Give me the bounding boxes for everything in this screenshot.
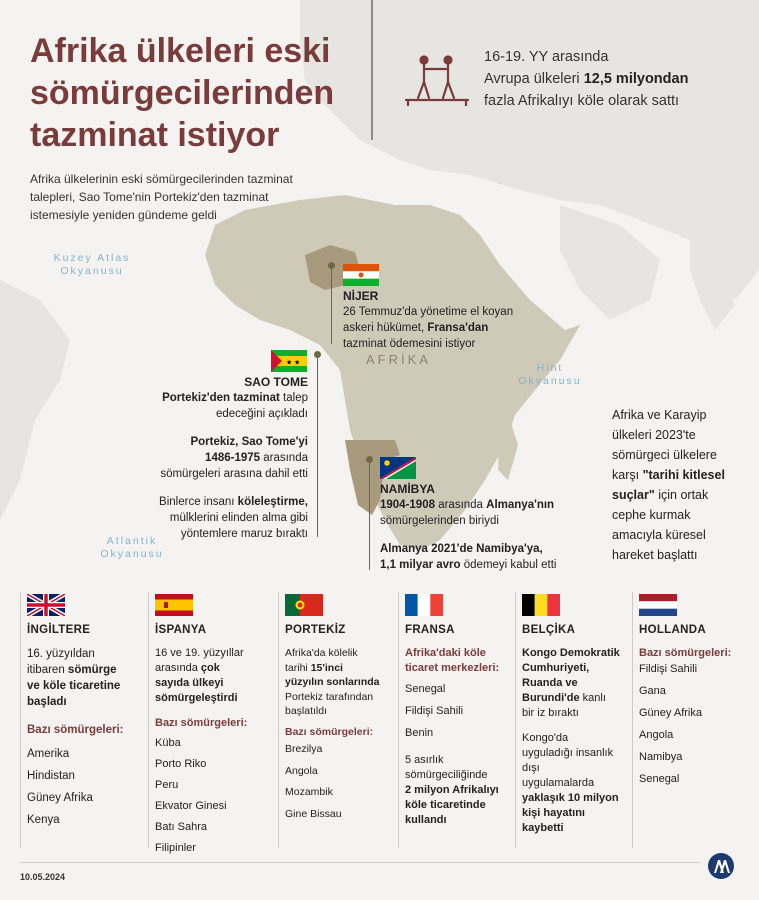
sao-tome-rest: Binlerce insanı (159, 496, 238, 508)
note-bold: kullandı (405, 814, 447, 826)
colony-name: Güney Afrika (27, 792, 93, 804)
trade-centers-heading: Afrika'daki köle (405, 647, 486, 659)
column-netherlands (632, 592, 745, 848)
namibia-info (380, 481, 590, 573)
list-item (405, 726, 515, 741)
namibia-name: NAMİBYA (380, 482, 435, 496)
body-line (522, 676, 634, 691)
sao-tome-line: mülklerini elinden alma gibi (169, 512, 308, 524)
namibia-leader (369, 462, 370, 570)
colonies-list (27, 746, 137, 828)
intro-line (155, 661, 270, 676)
slave-trade-icon (404, 52, 470, 106)
list-item (285, 807, 397, 822)
intro-bold: sayıda ülkeyi (155, 677, 224, 689)
list-item (155, 757, 270, 772)
sao-tome-line: sömürgeleri arasına dahil etti (160, 468, 308, 480)
list-item (155, 820, 270, 835)
portugal-flag (285, 594, 323, 616)
colony-name: Porto Riko (155, 758, 207, 770)
svg-text:★: ★ (294, 359, 301, 367)
niger-line-pre: askeri hükümet, (343, 322, 428, 334)
slave-trade-line3: fazla Afrikalıyı köle olarak sattı (484, 93, 680, 109)
colonies-heading: Bazı sömürgeleri: (27, 724, 124, 736)
sao-tome-flag (271, 350, 307, 372)
column-divider (148, 592, 149, 848)
body-bold: Burundi'de (522, 692, 580, 704)
sao-tome-line (130, 390, 308, 406)
note-line (405, 813, 515, 828)
column-belgium (515, 592, 632, 848)
intro-line (155, 691, 270, 706)
note-bold: 2 milyon Afrikalıyı (405, 784, 499, 796)
body-plain: kanlı (579, 692, 606, 704)
sao-tome-leader (317, 357, 318, 537)
country-name: FRANSA (405, 624, 455, 636)
body-line: uyguladığı insanlık (522, 747, 614, 759)
colony-name: Gana (639, 685, 666, 697)
colony-name: Küba (155, 737, 181, 749)
note-bold: köle ticaretinde (405, 799, 486, 811)
aa-logo-icon (707, 852, 735, 880)
niger-leader (331, 268, 332, 344)
colony-name: Brezilya (285, 743, 323, 755)
intro-line (285, 661, 397, 676)
note-line: amacıyla küresel (612, 528, 706, 542)
intro-line (27, 694, 137, 710)
sao-tome-name: SAO TOME (244, 375, 308, 389)
intro-plain: arasında (155, 662, 201, 674)
intro-bold: 15'inci (310, 661, 343, 674)
note-line: cephe kurmak (612, 508, 691, 522)
colony-name: Gine Bissau (285, 807, 342, 820)
country-name: İNGİLTERE (27, 624, 91, 636)
colony-name: Kenya (27, 814, 60, 826)
intro-line: 16. yüzyıldan (27, 648, 95, 660)
note-line (612, 465, 742, 485)
niger-line: tazminat ödemesini istiyor (343, 338, 476, 350)
list-item (285, 785, 397, 800)
namibia-line (380, 557, 590, 573)
svg-text:★: ★ (286, 359, 293, 367)
intro-bold: başladı (27, 696, 67, 708)
list-item (27, 746, 137, 762)
niger-info (343, 288, 543, 352)
list-item (639, 706, 744, 721)
center-name: Benin (405, 727, 434, 739)
intro-bold: çok (200, 662, 220, 674)
note-pre: karşı (612, 468, 643, 482)
note-line: sömürgeci ülkelere (612, 448, 717, 462)
trade-centers-heading: ticaret merkezleri: (405, 662, 500, 674)
sao-tome-bold: Portekiz'den tazminat (162, 392, 280, 404)
colony-name: Ekvator Ginesi (155, 800, 227, 812)
sao-tome-rest: arasında (260, 452, 308, 464)
center-name: Senegal (405, 683, 446, 695)
body-line (522, 806, 634, 821)
intro-line: Afrika'da kölelik (285, 647, 358, 659)
niger-line (343, 320, 543, 336)
namibia-bold: 1,1 milyar avro (380, 559, 461, 571)
body-line: bir iz bıraktı (522, 707, 579, 719)
slave-trade-line2 (484, 68, 744, 90)
slave-trade-number: 12,5 milyondan (583, 71, 689, 87)
body-line: dışı (522, 762, 540, 774)
intro-line (27, 662, 137, 678)
intro-bold: ve köle ticaretine (27, 680, 121, 692)
note-line: ülkeleri 2023'te (612, 428, 696, 442)
belgium-flag (522, 594, 560, 616)
body-bold: Ruanda ve (522, 677, 578, 689)
sao-tome-line: edeceğini açıkladı (215, 408, 308, 420)
sao-tome-bold: köleleştirme, (237, 496, 308, 508)
sao-tome-line (130, 494, 308, 510)
list-item (155, 841, 270, 856)
colony-name: Fildişi Sahili (639, 663, 698, 675)
intro-line (155, 676, 270, 691)
body-line (522, 661, 634, 676)
intro-line: başlatıldı (285, 705, 328, 717)
list-item (639, 684, 744, 699)
column-divider (632, 592, 633, 848)
namibia-flag (380, 457, 416, 479)
slave-trade-note (484, 46, 744, 112)
column-divider (20, 592, 21, 848)
note-bold: "tarihi kitlesel (642, 468, 725, 482)
namibia-line: sömürgelerinden biriydi (380, 515, 499, 527)
list-item (155, 736, 270, 751)
intro-line: Portekiz tarafından (285, 690, 374, 703)
spain-flag (155, 594, 193, 616)
intro-line (27, 678, 137, 694)
body-line: uygulamalarda (522, 777, 595, 789)
body-line: Kongo'da (522, 732, 569, 744)
colony-name: Namibya (639, 751, 683, 763)
list-item (639, 750, 744, 765)
country-body (522, 646, 634, 836)
namibia-bold: 1904-1908 (380, 499, 435, 511)
list-item (27, 812, 137, 828)
page-title: Afrika ülkeleri eski sömürgecilerinden tazminat istiyor (30, 32, 335, 154)
colony-name: Batı Sahra (155, 821, 207, 833)
caribbean-note (612, 405, 742, 565)
colonies-heading: Bazı sömürgeleri: (639, 647, 732, 659)
colony-name: Angola (285, 764, 318, 777)
body-bold: Kongo Demokratik (522, 647, 620, 659)
colonies-list (155, 736, 270, 856)
page-subtitle: Afrika ülkelerinin eski sömürgecilerinden tazminat talepleri, Sao Tome'nin Portekiz'den tazminat istemesiyle yeniden gündeme geldi (30, 172, 293, 222)
colony-name: Angola (639, 729, 674, 741)
colonies-list (285, 742, 397, 821)
ocean-line: Kuzey Atlas (53, 252, 131, 264)
sao-tome-bold: Portekiz, Sao Tome'yi (190, 436, 308, 448)
list-item (405, 704, 515, 719)
body-bold: Cumhuriyeti, (522, 662, 590, 674)
country-body (639, 646, 744, 787)
country-body (27, 646, 137, 828)
note-line: 5 asırlık (405, 754, 444, 766)
body-line (522, 646, 634, 661)
intro-line: 16 ve 19. yüzyıllar (155, 647, 244, 659)
body-bold: yaklaşık 10 milyon (522, 792, 619, 804)
country-body (285, 646, 397, 821)
niger-france: Fransa'dan (427, 322, 489, 334)
footer-divider (20, 862, 700, 863)
sao-tome-line (130, 434, 308, 450)
body-bold: kişi hayatını (522, 807, 585, 819)
column-divider (278, 592, 279, 848)
column-uk (20, 592, 140, 848)
uk-flag (27, 594, 65, 616)
note-line (612, 485, 742, 505)
ocean-line: Okyanusu (60, 265, 124, 277)
colony-name: Hindistan (27, 770, 75, 782)
intro-plain: tarihi (285, 661, 311, 674)
niger-line: 26 Temmuz'da yönetime el koyan (343, 306, 514, 318)
intro-line (285, 675, 397, 690)
sao-tome-line (130, 450, 308, 466)
colonies-list (639, 662, 744, 787)
intro-bold: sömürge (67, 664, 117, 676)
note-bold: suçlar" (612, 488, 655, 502)
country-name: BELÇİKA (522, 624, 576, 636)
body-line (522, 821, 634, 836)
note-line (405, 798, 515, 813)
list-item (155, 799, 270, 814)
column-divider (398, 592, 399, 848)
niger-name: NİJER (343, 289, 379, 303)
slave-trade-line2-pre: Avrupa ülkeleri (484, 71, 584, 87)
note-line: hareket başlattı (612, 548, 698, 562)
sao-tome-line: yöntemlere maruz bıraktı (180, 528, 308, 540)
france-flag (405, 594, 443, 616)
niger-flag (343, 264, 379, 286)
namibia-bold: Almanya'nın (486, 499, 555, 511)
colonies-heading: Bazı sömürgeleri: (285, 725, 374, 738)
sao-tome-bold: 1486-1975 (205, 452, 261, 464)
country-name: PORTEKİZ (285, 624, 346, 636)
country-name: HOLLANDA (639, 624, 706, 636)
note-line: Afrika ve Karayip (612, 408, 707, 422)
body-line (522, 791, 634, 806)
list-item (639, 662, 744, 677)
colony-name: Amerika (27, 748, 70, 760)
country-name: İSPANYA (155, 624, 207, 636)
column-spain (148, 592, 268, 854)
country-body (405, 646, 515, 828)
center-name: Fildişi Sahili (405, 705, 464, 717)
list-item (155, 778, 270, 793)
list-item (639, 728, 744, 743)
colony-name: Peru (155, 779, 179, 791)
north-atlantic-label (32, 252, 152, 278)
list-item (27, 790, 137, 806)
country-body (155, 646, 270, 856)
note-line (405, 783, 515, 798)
note-rest: için ortak (654, 488, 709, 502)
body-bold: kaybetti (522, 822, 564, 834)
colonies-heading: Bazı sömürgeleri: (155, 717, 248, 729)
list-item (285, 764, 397, 779)
list-item (639, 772, 744, 787)
namibia-line (380, 497, 590, 513)
continent-label: AFRİKA (366, 352, 431, 367)
intro-plain: itibaren (27, 664, 68, 676)
colony-name: Filipinler (155, 842, 196, 854)
namibia-rest: arasında (435, 499, 487, 511)
list-item (405, 682, 515, 697)
body-line (522, 691, 634, 706)
publish-date: 10.05.2024 (20, 872, 66, 882)
list-item (27, 768, 137, 784)
intro-bold: sömürgeleştirdi (155, 692, 238, 704)
column-divider (515, 592, 516, 848)
namibia-line (380, 541, 590, 557)
namibia-bold: Almanya 2021'de Namibya'ya, (380, 543, 543, 555)
country-columns (20, 592, 745, 854)
ocean-line: Okyanusu (100, 548, 164, 560)
trade-centers-list (405, 682, 515, 741)
column-france (398, 592, 513, 848)
indian-ocean-label (500, 362, 600, 388)
intro-bold: yüzyılın sonlarında (285, 676, 380, 688)
colony-name: Güney Afrika (639, 707, 702, 719)
column-portugal (278, 592, 396, 848)
ocean-line: Atlantik (106, 535, 158, 547)
colony-name: Mozambik (285, 786, 333, 798)
list-item (285, 742, 397, 757)
ocean-line: Okyanusu (518, 375, 582, 387)
netherlands-flag (639, 594, 677, 616)
colony-name: Senegal (639, 773, 680, 785)
sao-tome-info (130, 374, 308, 542)
namibia-rest: ödemeyi kabul etti (460, 559, 557, 571)
note-line: sömürgeciliğinde (405, 769, 488, 781)
ocean-line: Hint (536, 362, 564, 374)
slave-trade-line1: 16-19. YY arasında (484, 49, 609, 65)
sao-tome-rest: talep (279, 392, 308, 404)
